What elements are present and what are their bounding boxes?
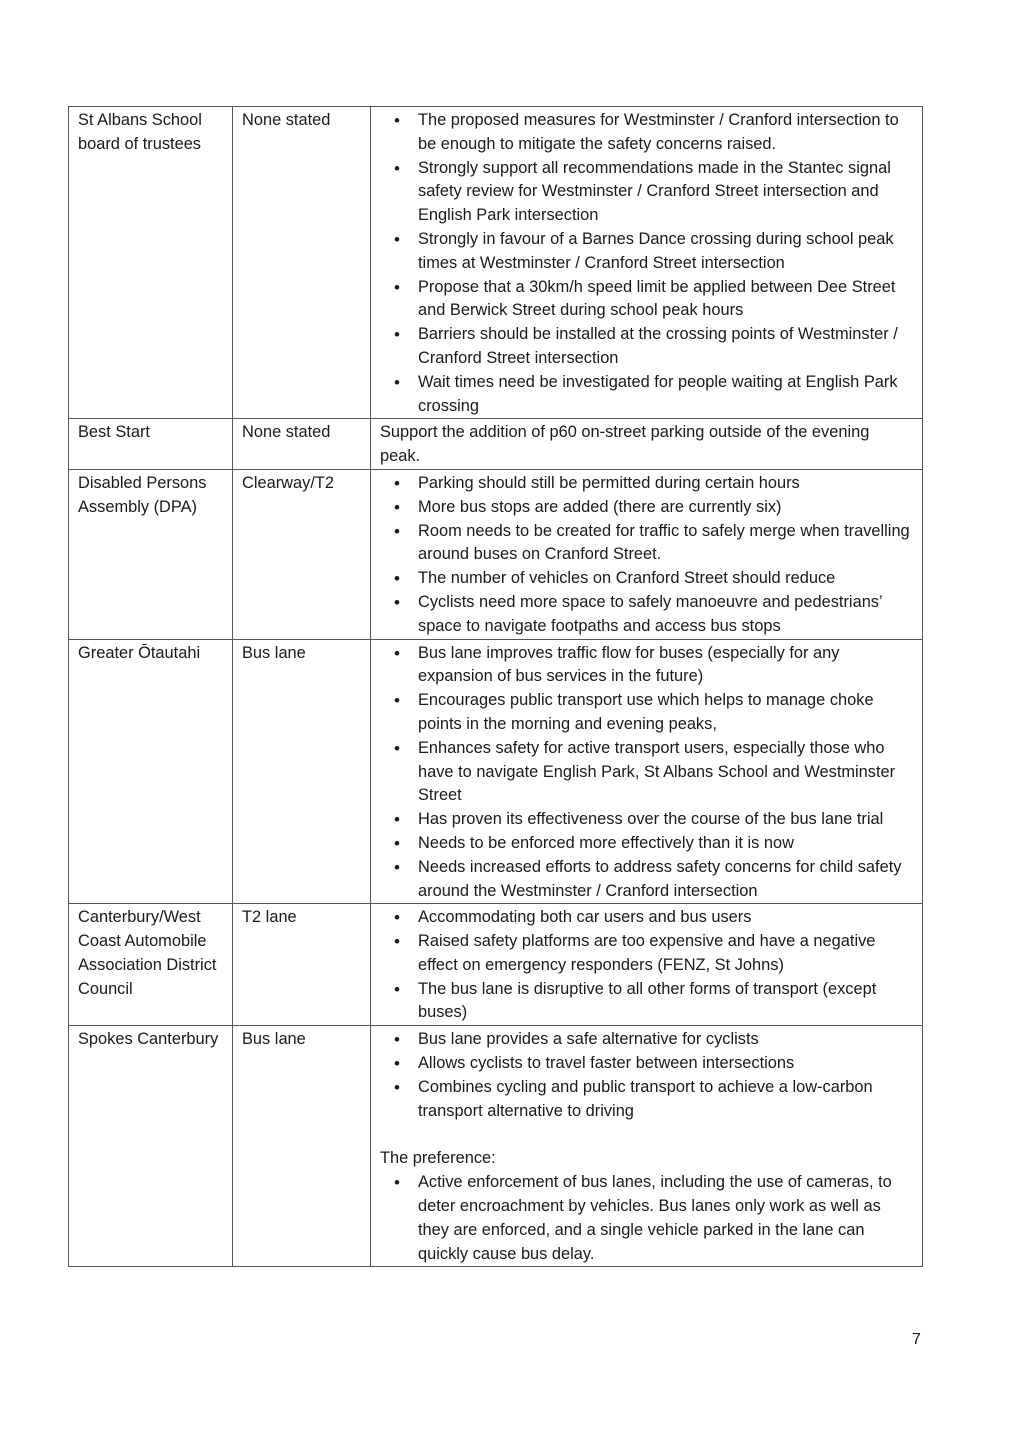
- position-cell: Bus lane: [233, 639, 371, 904]
- list-item: • Room needs to be created for traffic to safely merge when travelling around buses on Cranford Street.: [418, 520, 913, 568]
- table-row: [69, 1026, 923, 1267]
- comment-list: [380, 642, 913, 904]
- page-number: 7: [912, 1331, 921, 1348]
- position-cell: Bus lane: [233, 1026, 371, 1267]
- comment-list: [380, 906, 913, 1025]
- list-item: • The proposed measures for Westminster / Cranford intersection to be enough to mitigate the safety concerns raised.: [418, 109, 913, 157]
- list-item: • Cyclists need more space to safely manoeuvre and pedestrians’ space to navigate footpaths and access bus stops: [418, 591, 913, 639]
- comments-cell: [371, 1026, 923, 1267]
- organisation-cell: Greater Ōtautahi: [69, 639, 233, 904]
- organisation-cell: Best Start: [69, 419, 233, 470]
- comments-cell: [371, 469, 923, 639]
- organisation-cell: St Albans School board of trustees: [69, 107, 233, 419]
- list-item: • Bus lane improves traffic flow for buses (especially for any expansion of bus services in the future): [418, 642, 913, 690]
- list-item: • The bus lane is disruptive to all other forms of transport (except buses): [418, 978, 913, 1026]
- comments-cell: [371, 107, 923, 419]
- list-item: • Combines cycling and public transport to achieve a low-carbon transport alternative to driving: [418, 1076, 913, 1124]
- position-cell: None stated: [233, 107, 371, 419]
- table-row: [69, 419, 923, 470]
- spacer: [380, 1123, 913, 1147]
- comments-cell: [371, 639, 923, 904]
- position-cell: Clearway/T2: [233, 469, 371, 639]
- list-item: • Parking should still be permitted during certain hours: [418, 472, 913, 496]
- list-item: • Raised safety platforms are too expensive and have a negative effect on emergency responders (FENZ, St Johns): [418, 930, 913, 978]
- list-item: • Allows cyclists to travel faster between intersections: [418, 1052, 913, 1076]
- list-item: • Needs to be enforced more effectively than it is now: [418, 832, 913, 856]
- position-cell: T2 lane: [233, 904, 371, 1026]
- organisation-cell: Canterbury/West Coast Automobile Association District Council: [69, 904, 233, 1026]
- list-item: • Propose that a 30km/h speed limit be applied between Dee Street and Berwick Street during school peak hours: [418, 276, 913, 324]
- organisation-cell: Disabled Persons Assembly (DPA): [69, 469, 233, 639]
- list-item: • More bus stops are added (there are currently six): [418, 496, 913, 520]
- list-item: • Strongly in favour of a Barnes Dance crossing during school peak times at Westminster / Cranford Street intersection: [418, 228, 913, 276]
- comment-list: [380, 109, 913, 418]
- table-row: [69, 639, 923, 904]
- list-item: • Active enforcement of bus lanes, including the use of cameras, to deter encroachment by vehicles. Bus lanes only work as well as they are enforced, and a single vehicle parked in the lane can quickly cause bus delay.: [418, 1171, 913, 1266]
- list-item: • Needs increased efforts to address safety concerns for child safety around the Westminster / Cranford intersection: [418, 856, 913, 904]
- organisation-cell: Spokes Canterbury: [69, 1026, 233, 1267]
- list-item: • Wait times need be investigated for people waiting at English Park crossing: [418, 371, 913, 419]
- comments-cell: Support the addition of p60 on-street parking outside of the evening peak.: [371, 419, 923, 470]
- list-item: • Encourages public transport use which helps to manage choke points in the morning and evening peaks,: [418, 689, 913, 737]
- comment-list: [380, 472, 913, 639]
- list-item: • The number of vehicles on Cranford Street should reduce: [418, 567, 913, 591]
- list-item: • Enhances safety for active transport users, especially those who have to navigate English Park, St Albans School and Westminster Street: [418, 737, 913, 808]
- table-row: [69, 469, 923, 639]
- preference-list: [380, 1171, 913, 1266]
- list-item: • Bus lane provides a safe alternative for cyclists: [418, 1028, 913, 1052]
- comments-cell: [371, 904, 923, 1026]
- list-item: • Has proven its effectiveness over the course of the bus lane trial: [418, 808, 913, 832]
- submissions-table: [68, 106, 923, 1267]
- position-cell: None stated: [233, 419, 371, 470]
- table-row: [69, 904, 923, 1026]
- preference-label: The preference:: [380, 1149, 496, 1168]
- list-item: • Barriers should be installed at the crossing points of Westminster / Cranford Street intersection: [418, 323, 913, 371]
- comment-list: [380, 1028, 913, 1123]
- table-row: [69, 107, 923, 419]
- list-item: • Accommodating both car users and bus users: [418, 906, 913, 930]
- list-item: • Strongly support all recommendations made in the Stantec signal safety review for Westminster / Cranford Street intersection and English Park intersection: [418, 157, 913, 228]
